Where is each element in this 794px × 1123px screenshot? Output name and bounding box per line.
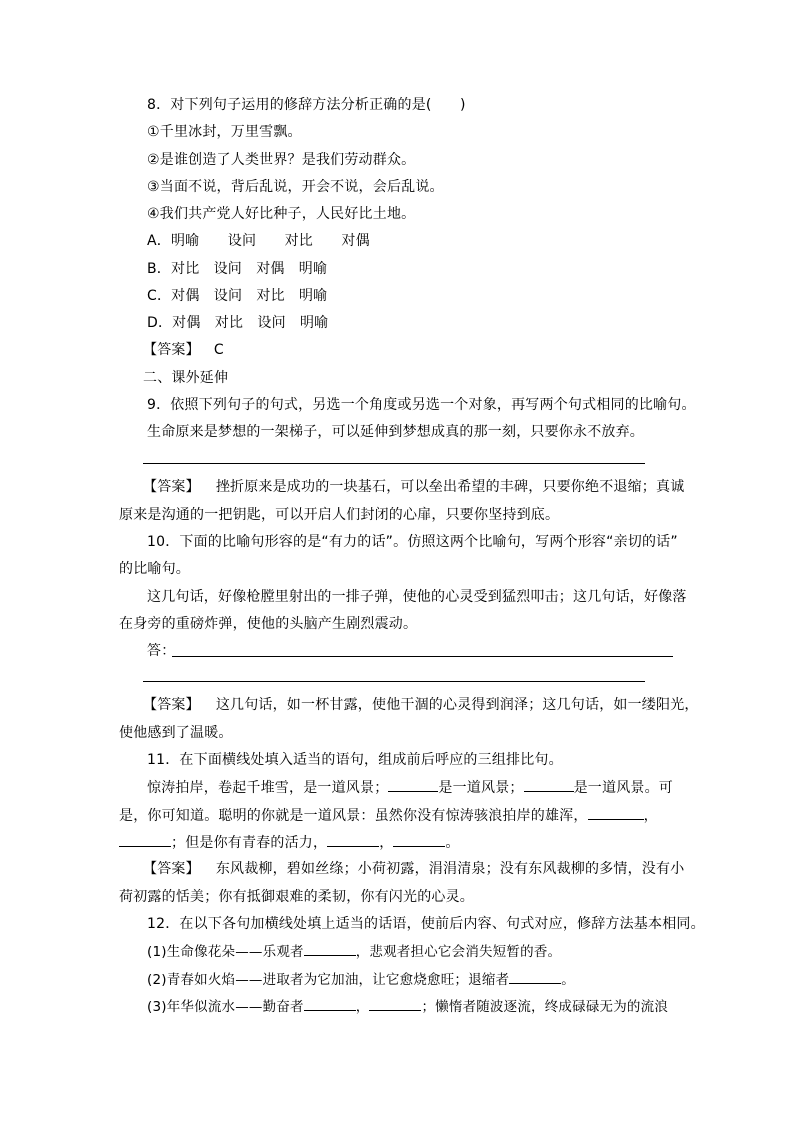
answer-label: 【答案】: [143, 342, 200, 358]
q10-answer-prompt: 答：: [147, 643, 176, 659]
q8-answer-text: C: [213, 342, 224, 358]
fill-blank[interactable]: [327, 832, 379, 847]
section-title: 二、课外延伸: [143, 370, 229, 386]
q8-stem: 8．对下列句子运用的修辞方法分析正确的是( ): [147, 97, 466, 113]
q9-stem: 9．依照下列句子的句式，另选一个角度或另选一个对象，再写两个句式相同的比喻句。: [147, 397, 696, 413]
q9-answer-line: [143, 463, 645, 464]
q10-answer-2: 使他感到了温暖。: [119, 725, 233, 741]
answer-label: 【答案】: [143, 861, 200, 877]
q11-line-2: 是，你可知道。聪明的你就是一道风景：虽然你没有惊涛骇浪拍岸的雄浑， ，: [119, 805, 658, 826]
q12-item-3: (3)年华似流水——勤奋者 ， ；懒惰者随波逐流，终成碌碌无为的流浪: [147, 996, 668, 1017]
q12-item-2: (2)青春如火焰——进取者为它加油，让它愈烧愈旺；退缩者 。: [147, 969, 575, 990]
fill-blank[interactable]: [119, 832, 171, 847]
q8-option-c: C．对偶 设问 对比 明喻: [147, 288, 328, 304]
q10-stem-2: 的比喻句。: [119, 561, 190, 577]
fill-blank[interactable]: [304, 996, 356, 1011]
q8-option-a: A．明喻 设问 对比 对偶: [147, 233, 370, 249]
q10-stem-1: 10．下面的比喻句形容的是“有力的话”。仿照这两个比喻句，写两个形容“亲切的话”: [147, 534, 678, 550]
q12-item-1: (1)生命像花朵——乐观者 ，悲观者担心它会消失短暂的香。: [147, 941, 561, 962]
q8-sentence-2: ②是谁创造了人类世界？是我们劳动群众。: [147, 152, 416, 168]
q8-sentence-1: ①千里冰封，万里雪飘。: [147, 124, 302, 140]
q11-answer-2: 荷初露的恬美；你有抵御艰难的柔韧，你有闪光的心灵。: [119, 889, 474, 905]
answer-label: 【答案】: [143, 697, 200, 713]
q10-text-2: 在身旁的重磅炸弹，使他的头脑产生剧烈震动。: [119, 616, 418, 632]
q10-text-1: 这几句话，好像枪膛里射出的一排子弹，使他的心灵受到猛烈叩击；这几句话，好像落: [147, 589, 687, 605]
q8-answer: [143, 340, 224, 360]
fill-blank[interactable]: [393, 832, 445, 847]
q11-answer-1: 【答案】 东风裁柳，碧如丝绦；小荷初露，涓涓清泉；没有东风裁柳的多情，没有小: [143, 861, 685, 877]
fill-blank[interactable]: [588, 805, 644, 820]
q10-answer-line-2[interactable]: [143, 681, 645, 682]
fill-blank[interactable]: [509, 969, 561, 984]
q8-sentence-4: ④我们共产党人好比种子，人民好比土地。: [147, 206, 416, 222]
q10-answer-1: 【答案】 这几句话，如一杯甘露，使他干涸的心灵得到润泽；这几句话，如一缕阳光，: [143, 697, 699, 713]
q10-answer-line-1[interactable]: [172, 656, 673, 657]
q9-example: 生命原来是梦想的一架梯子，可以延伸到梦想成真的那一刻，只要你永不放弃。: [147, 424, 644, 440]
q8-option-d: D．对偶 对比 设问 明喻: [147, 315, 329, 331]
q9-answer-line-2: 原来是沟通的一把钥匙，可以开启人们封闭的心扉，只要你坚持到底。: [119, 507, 560, 523]
q11-line-1: 惊涛拍岸，卷起千堆雪，是一道风景； 是一道风景； 是一道风景。可: [147, 777, 673, 798]
q11-stem: 11．在下面横线处填入适当的语句，组成前后呼应的三组排比句。: [147, 752, 563, 768]
fill-blank[interactable]: [369, 996, 421, 1011]
fill-blank[interactable]: [388, 777, 438, 792]
q9-answer-line-1: 【答案】 挫折原来是成功的一块基石，可以垒出希望的丰碑，只要你绝不退缩；真诚: [143, 479, 685, 495]
q11-line-3: ；但是你有青春的活力， ， 。: [119, 832, 460, 853]
q8-option-b: B．对比 设问 对偶 明喻: [147, 261, 328, 277]
fill-blank[interactable]: [524, 777, 574, 792]
answer-label: 【答案】: [143, 479, 200, 495]
q8-sentence-3: ③当面不说，背后乱说，开会不说，会后乱说。: [147, 179, 444, 195]
fill-blank[interactable]: [304, 941, 356, 956]
q12-stem: 12．在以下各句加横线处填上适当的话语，使前后内容、句式对应，修辞方法基本相同。: [147, 916, 705, 932]
